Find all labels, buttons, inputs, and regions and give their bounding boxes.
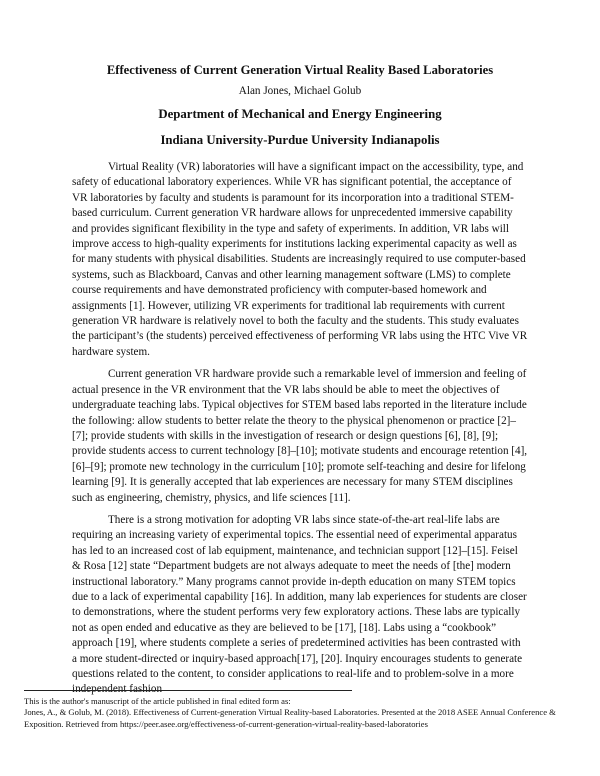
university-heading: Indiana University-Purdue University Indianapolis: [160, 133, 440, 147]
footnote-citation: Jones, A., & Golub, M. (2018). Effectiveness of Current-generation Virtual Reality-based Laboratories. Presented at the 2018 ASEE Annual Conference & Exposition. Retrieved from https://peer.asee.org/effectiveness-of-current-generation-virtual-reality-based-laboratories: [24, 707, 556, 729]
footnote-intro: This is the author's manuscript of the article published in final edited form as:: [24, 696, 291, 706]
body-paragraph-3: There is a strong motivation for adopting VR labs since state-of-the-art real-life labs are requiring an increasing variety of experimental topics. The essential need of experimental apparatus has led to an increased cost of lab equipment, maintenance, and technician support [12]–[15]. Feisel & Rosa [12] state “Department budgets are not always adequate to meet the needs of [the] modern instructional laboratory.” Many programs cannot provide in-depth education on many STEM topics due to a lack of experimental capability [16]. In addition, many lab experiences for students are closer to demonstrations, where the student performs very few exploratory actions. These labs are typically not as open ended and educative as they are believed to be [17], [18]. Labs using a “cookbook” approach [19], where students complete a series of predetermined activities has been contrasted with a more student-directed or inquiry-based approach[17], [20]. Inquiry encourages students to generate questions related to the content, to consider applications to real-life and to problem-solve in a more independent fashion: [72, 513, 527, 696]
paper-title: Effectiveness of Current Generation Virtual Reality Based Laboratories: [106, 63, 494, 77]
footnote: [24, 690, 584, 730]
body-paragraph-2: Current generation VR hardware provide such a remarkable level of immersion and feeling of actual presence in the VR environment that the VR labs should be able to meet the objectives of undergraduate teaching labs. Typical objectives for STEM based labs reported in the literature include the following: allow students to better relate the theory to the physical phenomenon or practice [2]–[7]; provide students with skills in the investigation of research or design questions [6], [8], [9]; provide students access to current technology [8]–[10]; motivate students and encourage retention [4], [6]–[9]; promote new technology in the curriculum [10]; promote self-teaching and desire for lifelong learning [9]. It is generally accepted that lab experiences are necessary for many STEM disciplines such as engineering, chemistry, physics, and life sciences [11].: [72, 368, 528, 504]
footnote-divider: [24, 690, 352, 691]
body-paragraph-1: Virtual Reality (VR) laboratories will have a significant impact on the accessibility, type, and safety of educational laboratory experiences. While VR has significant potential, the acceptance of VR laboratories by faculty and students is paramount for its incorporation into a traditional STEM-based curriculum. Current generation VR hardware allows for unprecedented immersive capability and provides significant flexibility in the type and safety of experiments. In addition, VR labs will improve access to high-quality experiments for institutions lacking experimental capacity as well as for many students with physical disabilities. Students are increasingly required to use computer-based systems, such as Blackboard, Canvas and other learning management software (LMS) to complete course requirements and have demonstrated proficiency with computer-based homework and assignments [1]. However, utilizing VR experiments for traditional lab requirements with current generation VR hardware is relatively novel to both the faculty and the students. This study evaluates the participant’s (the students) perceived effectiveness of performing VR labs using the HTC Vive VR hardware system.: [72, 161, 528, 358]
department-heading: Department of Mechanical and Energy Engineering: [158, 107, 442, 121]
paper-authors: Alan Jones, Michael Golub: [238, 85, 362, 97]
